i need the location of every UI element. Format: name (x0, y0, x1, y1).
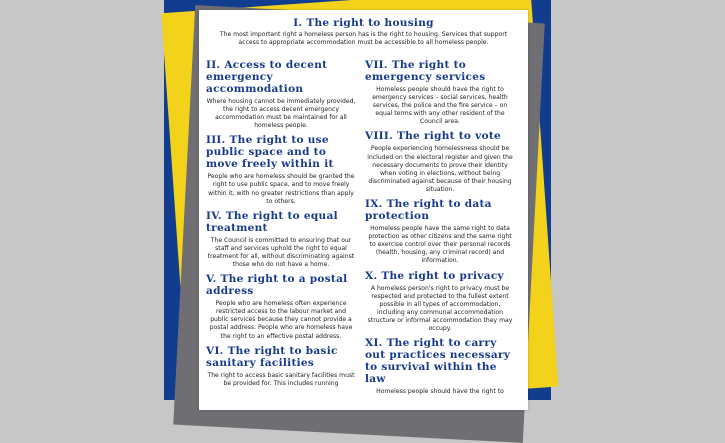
section-title: VI. The right to basic sanitary facilities (206, 344, 338, 369)
section-housing (199, 10, 528, 47)
section-title: IV. The right to equal treatment (206, 209, 338, 234)
section-title: II. Access to decent emergency accommodation (206, 59, 328, 95)
right-column (365, 59, 515, 400)
section-text: The Council is committed to ensuring that our staff and services uphold the right to equal treatment for all, without discriminating against those who do not have a home. (207, 236, 355, 269)
section-equal-treatment (206, 210, 356, 269)
section-privacy (365, 270, 515, 334)
section-title: VIII. The right to vote (365, 130, 502, 143)
section-text: A homeless person's right to privacy must be respected and protected to the fullest extent possible in all types of accommodation, including any communal accommodation structure or informal accommodation they may occupy. (367, 284, 513, 332)
section-emergency-accommodation (206, 59, 356, 130)
section-text: Homeless people have the same right to data protection as other citizens and the same right to exercise control over their personal records (health, housing, any criminal record) and information. (368, 225, 512, 265)
left-column (206, 59, 356, 392)
section-text: People experiencing homelessness should be included on the electoral register and given the necessary documents to prove their identity when voting in elections, without being discriminated against because of their housing situation. (367, 145, 513, 193)
section-postal-address (206, 273, 356, 340)
section-sanitary-facilities (206, 345, 356, 388)
section-title: III. The right to use public space and to move freely within it (206, 134, 334, 171)
section-public-space (206, 134, 356, 205)
section-text: Where housing cannot be immediately provided, the right to access decent emergency accommodation must be maintained for all homeless people. (206, 98, 356, 130)
section-title: IX. The right to data protection (365, 198, 492, 223)
section-data-protection (365, 198, 515, 265)
section-emergency-services (365, 59, 515, 126)
section-text: People who are homeless should be granted the right to use public space, and to move freely within it, with no greater restrictions than apply to others. (207, 173, 355, 205)
section-title: V. The right to a postal address (206, 273, 348, 298)
section-vote (365, 130, 515, 194)
section-text: Homeless people should have the right to emergency services – social services, health services, the police and the fire service – on equal terms with any other resident of the Council area. (372, 86, 508, 126)
section-title: I. The right to housing (293, 17, 434, 29)
section-title: VII. The right to emergency services (365, 59, 486, 83)
section-text: The right to access basic sanitary facilities must be provided for. This includes running (207, 371, 355, 387)
charter-sheet (199, 10, 528, 410)
section-title: XI. The right to carry out practices necessary to survival within the law (365, 337, 511, 386)
section-text: The most important right a homeless person has is the right to housing. Services that support access to appropriate accommodation must be accessible to all homeless people. (219, 31, 508, 47)
section-title: X. The right to privacy (365, 269, 504, 282)
section-text: People who are homeless often experience restricted access to the labour market and public services because they cannot provide a postal address. People who are homeless have the right to an effective postal address. (209, 300, 353, 340)
section-text: Homeless people should have the right to (376, 388, 504, 396)
section-survival-practices (365, 337, 515, 396)
